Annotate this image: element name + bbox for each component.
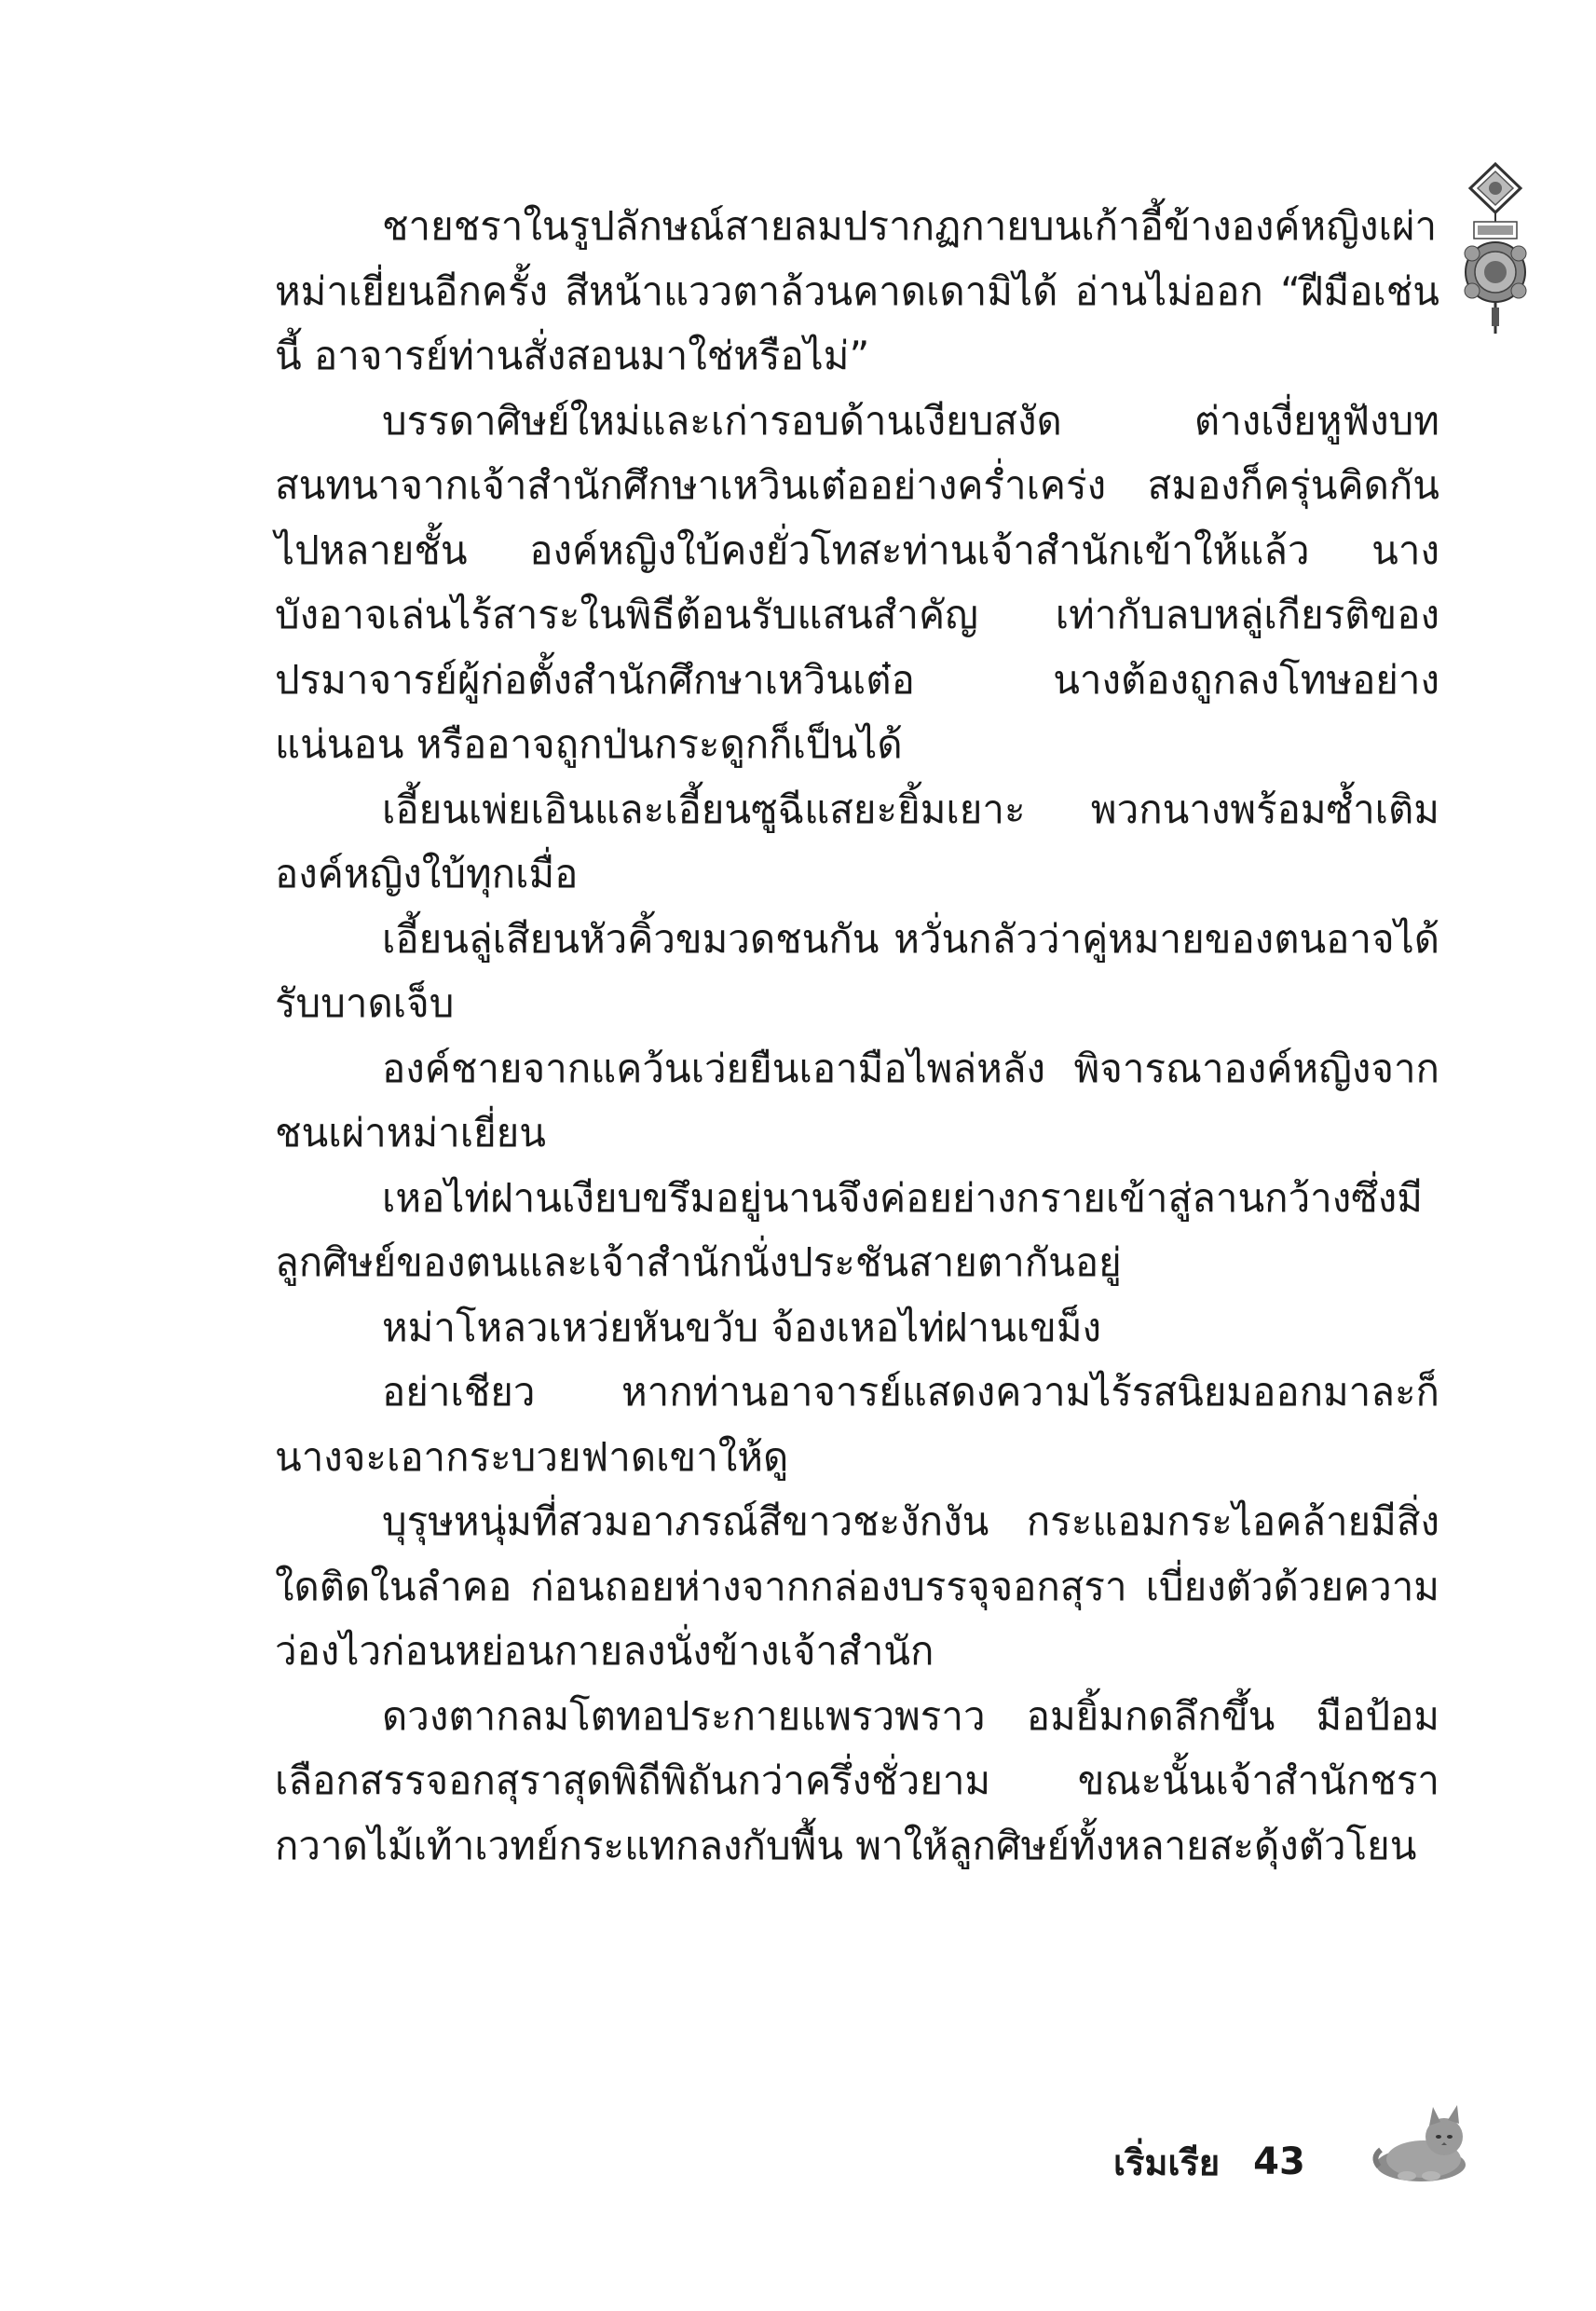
- paragraph-4: เอี้ยนลู่เสียนหัวคิ้วขมวดชนกัน หวั่นกลัวว่าคู่หมายของตนอาจได้รับบาดเจ็บ: [275, 915, 1439, 1026]
- paragraph-7: หม่าโหลวเหว่ยหันขวับ จ้องเหอไท่ฝานเขม็ง: [382, 1304, 1102, 1350]
- cat-illustration-icon: [1370, 2101, 1472, 2185]
- paragraph-2: บรรดาศิษย์ใหม่และเก่ารอบด้านเงียบสงัด ต่างเงี่ยหูฟังบทสนทนาจากเจ้าสำนักศึกษาเหวินเต๋ออย่างคร่ำเคร่ง สมองก็ครุ่นคิดกันไปหลายชั้น องค์หญิงใบ้คงยั่วโทสะท่านเจ้าสำนักเข้าให้แล้ว นางบังอาจเล่นไร้สาระในพิธีต้อนรับแสนสำคัญ เท่ากับลบหลู่เกียรติของปรมาจารย์ผู้ก่อตั้งสำนักศึกษาเหวินเต๋อ นางต้องถูกลงโทษอย่างแน่นอน หรืออาจถูกป่นกระดูกก็เป็นได้: [275, 397, 1439, 767]
- page-footer: [1113, 2134, 1305, 2190]
- book-title: เริ่มเรีย: [1113, 2140, 1221, 2183]
- paragraph-8: อย่าเชียว หากท่านอาจารย์แสดงความไร้รสนิยมออกมาละก็ นางจะเอากระบวยฟาดเขาให้ดู: [275, 1369, 1439, 1480]
- paragraph-1: ชายชราในรูปลักษณ์สายลมปรากฏกายบนเก้าอี้ข้างองค์หญิงเผ่าหม่าเยี่ยนอีกครั้ง สีหน้าแววตาล้วนคาดเดามิได้ อ่านไม่ออก “ฝีมือเช่นนี้ อาจารย์ท่านสั่งสอนมาใช่หรือไม่”: [275, 203, 1439, 378]
- paragraph-3: เอี้ยนเพ่ยเอินและเอี้ยนซูฉีแสยะยิ้มเยาะ พวกนางพร้อมซ้ำเติมองค์หญิงใบ้ทุกเมื่อ: [275, 786, 1439, 896]
- page-number: 43: [1253, 2140, 1305, 2183]
- body-text: [275, 194, 1439, 1878]
- paragraph-6: เหอไท่ฝานเงียบขรึมอยู่นานจึงค่อยย่างกรายเข้าสู่ลานกว้างซึ่งมีลูกศิษย์ของตนและเจ้าสำนักนั่งประชันสายตากันอยู่: [275, 1174, 1423, 1285]
- paragraph-5: องค์ชายจากแคว้นเว่ยยืนเอามือไพล่หลัง พิจารณาองค์หญิงจากชนเผ่าหม่าเยี่ยน: [275, 1045, 1439, 1156]
- corner-ornament-icon: [1453, 160, 1537, 337]
- paragraph-9: บุรุษหนุ่มที่สวมอาภรณ์สีขาวชะงักงัน กระแอมกระไอคล้ายมีสิ่งใดติดในลำคอ ก่อนถอยห่างจากกล่องบรรจุจอกสุรา เบี่ยงตัวด้วยความว่องไวก่อนหย่อนกายลงนั่งข้างเจ้าสำนัก: [275, 1498, 1439, 1674]
- paragraph-10: ดวงตากลมโตทอประกายแพรวพราว อมยิ้มกดลึกขึ้น มือป้อมเลือกสรรจอกสุราสุดพิถีพิถันกว่าครึ่งชั่วยาม ขณะนั้นเจ้าสำนักชรากวาดไม้เท้าเวทย์กระแทกลงกับพื้น พาให้ลูกศิษย์ทั้งหลายสะดุ้งตัวโยน: [275, 1692, 1439, 1868]
